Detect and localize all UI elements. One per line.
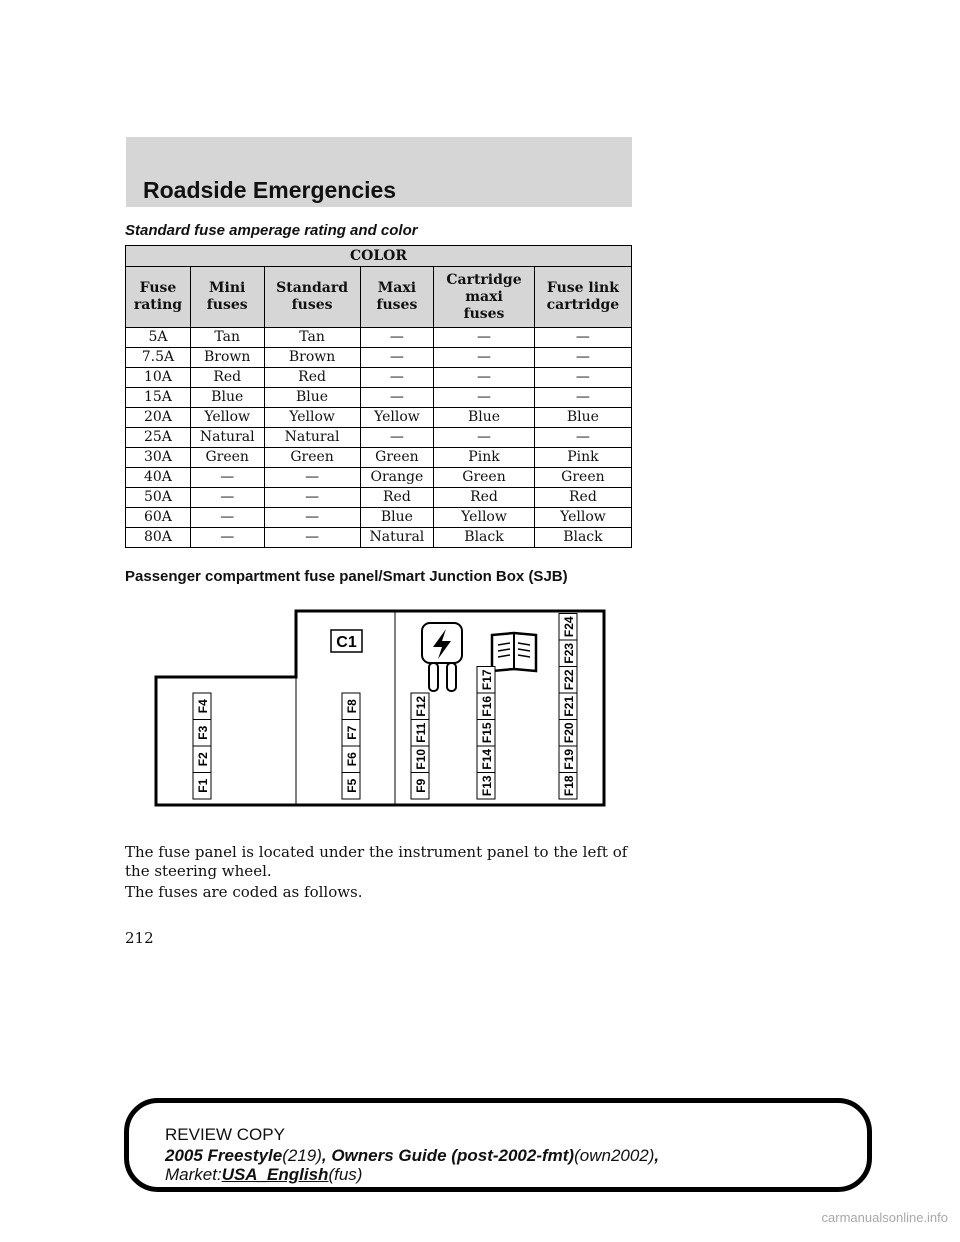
column-header [264,267,360,328]
table-cell: Blue [190,388,264,408]
table-cell: Tan [264,328,360,348]
fuse-label: F2 [196,752,210,767]
footer-model-line [165,1146,659,1166]
table-row [126,488,632,508]
footer-guide-code: (own2002) [574,1146,655,1165]
table-cell: Green [264,448,360,468]
table-cell: — [360,368,434,388]
column-header-line: fuses [206,297,248,313]
table-cell: Natural [190,428,264,448]
table-group-header-row [126,246,632,267]
fuse-label: F3 [196,725,210,740]
table-row [126,328,632,348]
table-cell: — [190,468,264,488]
footer-market-code: (fus) [328,1165,363,1184]
fuse-panel-diagram [150,605,610,810]
table-row [126,468,632,488]
footer-model-code: (219) [282,1146,322,1165]
footer-market-label: Market: [165,1165,222,1184]
fuse-label: F17 [480,669,494,691]
table-cell: Red [360,488,434,508]
fuse-label: F11 [414,722,428,743]
table-cell: — [434,368,535,388]
table-cell: Yellow [360,408,434,428]
fuse-label: F24 [562,616,576,638]
color-group-header: COLOR [126,246,632,267]
table-cell: Natural [360,528,434,548]
fuse-label: F23 [562,642,576,664]
table-cell: 7.5A [126,348,191,368]
table-row [126,368,632,388]
table-cell: 10A [126,368,191,388]
footer-guide: , Owners Guide (post-2002-fmt) [321,1146,575,1165]
table-cell: Pink [534,448,631,468]
table-cell: 25A [126,428,191,448]
page-number: 212 [125,929,154,947]
table-cell: 40A [126,468,191,488]
table-cell: Green [360,448,434,468]
table-row [126,428,632,448]
table-cell: Red [434,488,535,508]
fuse-label: F22 [562,669,576,691]
table-cell: Red [264,368,360,388]
table-body [126,328,632,548]
fuse-label: F9 [414,778,428,793]
table-cell: — [434,348,535,368]
column-header-line: Mini [209,280,246,296]
table-cell: — [190,528,264,548]
column-header-line: Fuse [139,280,177,296]
table-cell: — [264,468,360,488]
column-header [190,267,264,328]
table-cell: Blue [434,408,535,428]
table-cell: — [360,348,434,368]
section-title: Roadside Emergencies [143,177,397,203]
table-cell: — [434,388,535,408]
table-cell: Yellow [264,408,360,428]
column-header-line: fuses [463,305,505,322]
column-header [534,267,631,328]
table-cell: Green [190,448,264,468]
table-cell: Tan [190,328,264,348]
table-cell: Orange [360,468,434,488]
column-header [360,267,434,328]
table-cell: 5A [126,328,191,348]
table-row [126,448,632,468]
column-header-line: Standard [276,280,348,296]
fuse-label: F10 [414,748,428,770]
table-cell: Blue [534,408,631,428]
fuse-label: F20 [562,722,576,744]
table-cell: Natural [264,428,360,448]
table-cell: 20A [126,408,191,428]
table-cell: — [534,328,631,348]
table-row [126,528,632,548]
table-row [126,388,632,408]
table-cell: Blue [360,508,434,528]
table-cell: — [264,488,360,508]
footer-market-line [165,1165,362,1185]
paragraph-location: The fuse panel is located under the instrument panel to the left of the steering wheel. [125,843,628,880]
table-cell: — [190,488,264,508]
connector-label: C1 [336,634,357,651]
table-cell: Red [534,488,631,508]
footer-model: 2005 Freestyle [165,1146,283,1165]
column-header [126,267,191,328]
column-header-line: Maxi [377,280,417,296]
owners-manual-icon [492,633,536,671]
column-header-line: Cartridge [446,271,522,288]
table-cell: — [360,328,434,348]
table-cell: 15A [126,388,191,408]
table-cell: 30A [126,448,191,468]
table-cell: 50A [126,488,191,508]
table-cell: Yellow [534,508,631,528]
table-cell: — [264,528,360,548]
fuse-label: F13 [480,775,494,797]
table-cell: Brown [190,348,264,368]
table-cell: — [264,508,360,528]
table-cell: — [360,388,434,408]
table-cell: 60A [126,508,191,528]
column-header-line: maxi [465,288,503,305]
column-header-line: fuses [376,297,418,313]
column-header-line: rating [133,297,183,313]
column-header [434,267,535,328]
fuse-label: F18 [562,775,576,797]
fuse-label: F14 [480,748,494,770]
fuse-label: F5 [345,778,359,793]
table-cell: — [190,508,264,528]
table-caption: Standard fuse amperage rating and color [125,222,418,239]
table-cell: — [434,328,535,348]
column-header-line: fuses [291,297,333,313]
fuse-label: F12 [414,695,428,717]
table-cell: 80A [126,528,191,548]
fuse-label: F8 [345,699,359,714]
table-row [126,348,632,368]
review-copy-label: REVIEW COPY [165,1125,285,1144]
paragraph-coding: The fuses are coded as follows. [125,883,363,901]
fuse-color-table [125,245,632,548]
table-cell: Yellow [434,508,535,528]
table-cell: Black [534,528,631,548]
table-cell: Pink [434,448,535,468]
fuse-label: F6 [345,752,359,767]
footer-trailing-comma: , [654,1146,660,1165]
fuse-label: F15 [480,722,494,744]
fuse-label: F4 [196,699,210,714]
table-cell: Blue [264,388,360,408]
fuse-label: F21 [562,695,576,717]
table-cell: Green [534,468,631,488]
column-header-line: cartridge [546,297,620,313]
footer-market: USA_English [221,1165,329,1184]
table-cell: — [534,368,631,388]
fuse-label: F1 [196,778,210,793]
table-cell: — [534,388,631,408]
table-row [126,408,632,428]
column-header-line: Fuse link [546,280,619,296]
watermark: carmanualsonline.info [821,1210,948,1225]
table-cell: Green [434,468,535,488]
table-cell: — [434,428,535,448]
table-cell: Red [190,368,264,388]
table-column-header-row [126,267,632,328]
table-cell: Brown [264,348,360,368]
table-cell: — [534,428,631,448]
table-row [126,508,632,528]
fuse-label: F7 [345,725,359,740]
fuse-label: F19 [562,748,576,770]
fuse-label: F16 [480,695,494,717]
sjb-diagram-title: Passenger compartment fuse panel/Smart Junction Box (SJB) [125,568,568,585]
table-cell: — [534,348,631,368]
table-cell: Yellow [190,408,264,428]
table-cell: — [360,428,434,448]
table-cell: Black [434,528,535,548]
